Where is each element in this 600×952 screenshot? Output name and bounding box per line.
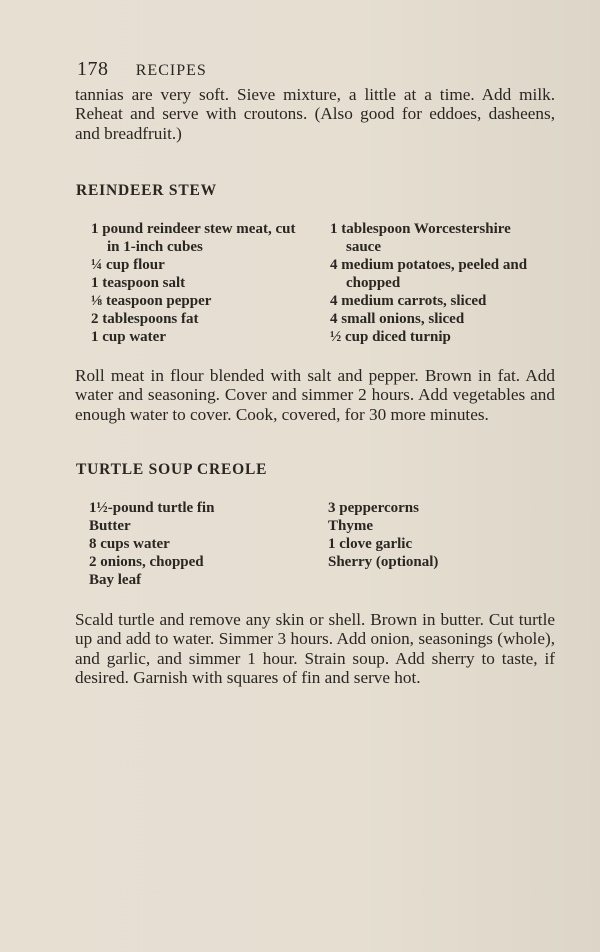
ingredient: Butter <box>89 518 131 534</box>
ingredient: 4 medium carrots, sliced <box>330 293 487 309</box>
ingredient: 1 teaspoon salt <box>91 275 186 291</box>
ingredient: chopped <box>346 275 401 291</box>
ingredient: 4 small onions, sliced <box>330 311 465 327</box>
ingredient: ¼ cup flour <box>91 257 165 273</box>
ingredients-right-reindeer-stew <box>330 220 527 346</box>
ingredient: 2 onions, chopped <box>89 554 204 570</box>
ingredient: 1 cup water <box>91 329 166 345</box>
ingredients-left-turtle-soup <box>89 499 214 589</box>
running-title: RECIPES <box>135 62 207 79</box>
ingredients-right-turtle-soup <box>328 499 438 571</box>
ingredient: ⅛ teaspoon pepper <box>91 293 212 309</box>
ingredient: 1 clove garlic <box>328 536 413 552</box>
ingredient: 4 medium potatoes, peeled and <box>330 257 528 273</box>
ingredients-left-reindeer-stew <box>91 220 295 346</box>
recipe-title-turtle-soup-creole: TURTLE SOUP CREOLE <box>76 461 268 478</box>
ingredient: Sherry (optional) <box>328 554 439 570</box>
page-header <box>77 58 207 81</box>
ingredient: Thyme <box>328 518 373 534</box>
instructions-turtle-soup: Scald turtle and remove any skin or shell. Brown in butter. Cut turtle up and add to water. Simmer 3 hours. Add onion, seasonings (whole), and garlic, and simmer 1 hour. Strain soup. Add sherry to taste, if desired. Garnish with squares of fin and serve hot. <box>75 610 555 688</box>
ingredient: 1 tablespoon Worcestershire <box>330 221 511 237</box>
ingredient: sauce <box>346 239 381 255</box>
ingredient: Bay leaf <box>89 572 142 588</box>
ingredient: in 1-inch cubes <box>107 239 203 255</box>
instructions-reindeer-stew: Roll meat in flour blended with salt and pepper. Brown in fat. Add water and seasoning. Cover and simmer 2 hours. Add vegetables and enough water to cover. Cook, covered, for 30 more minutes. <box>75 366 555 424</box>
ingredient: 8 cups water <box>89 536 170 552</box>
intro-paragraph: tannias are very soft. Sieve mixture, a little at a time. Add milk. Reheat and serve with croutons. (Also good for eddoes, dasheens, and breadfruit.) <box>75 85 555 143</box>
ingredient: 2 tablespoons fat <box>91 311 199 327</box>
page-number: 178 <box>77 58 109 80</box>
ingredient: ½ cup diced turnip <box>330 329 451 345</box>
ingredient: 1½-pound turtle fin <box>89 500 215 516</box>
recipe-title-reindeer-stew: REINDEER STEW <box>76 182 217 199</box>
ingredient: 3 peppercorns <box>328 500 419 516</box>
ingredient: 1 pound reindeer stew meat, cut <box>91 221 296 237</box>
